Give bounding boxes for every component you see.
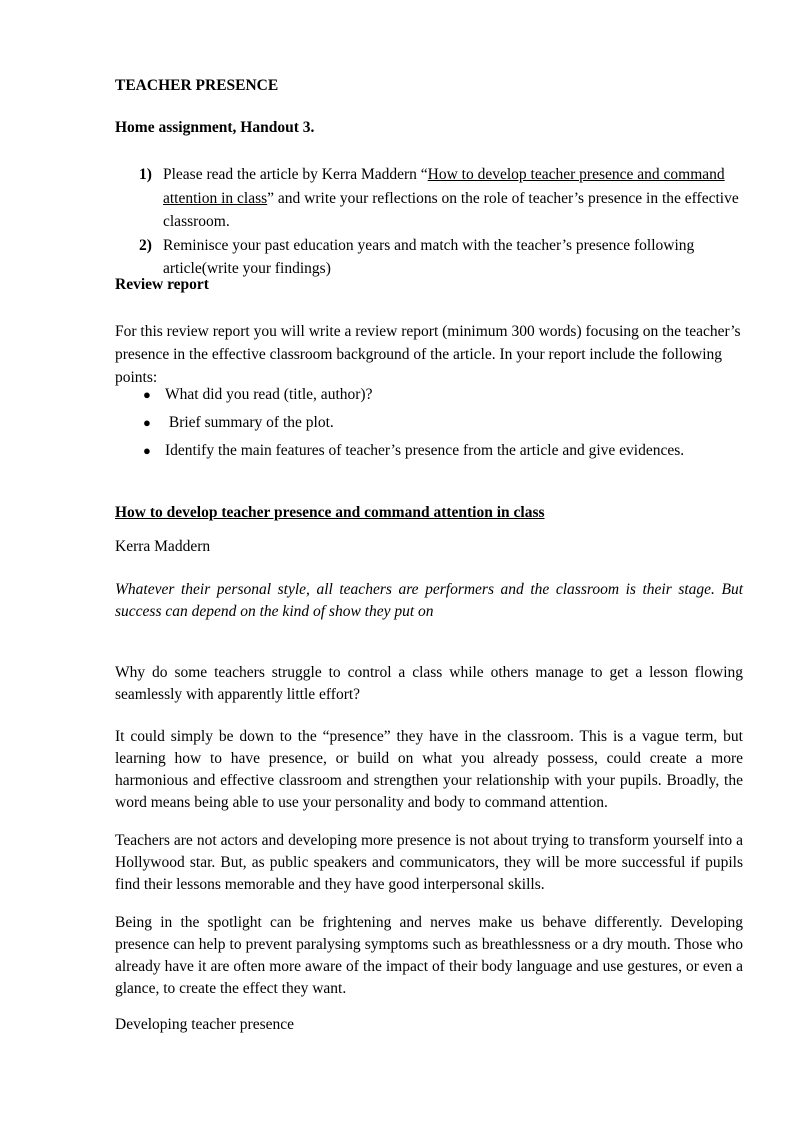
article-paragraph: Being in the spotlight can be frightening and nerves make us behave differently. Developing presence can help to prevent paralysing symptoms such as breathlessness or a dry mouth. Those who already have it are often more aware of the impact of their body language and use gestures, or even a glance, to create the effect they want.	[115, 914, 743, 997]
review-point	[115, 440, 745, 468]
task-text: Reminisce your past education years and match with the teacher’s presence following article(write your findings)	[163, 236, 695, 277]
review-point	[115, 384, 745, 412]
article-author: Kerra Maddern	[115, 538, 211, 555]
task-text-pre: Please read the article by Kerra Maddern “	[163, 166, 428, 183]
review-point-text: Brief summary of the plot.	[165, 414, 334, 431]
review-point-text: Identify the main features of teacher’s presence from the article and give evidences.	[165, 442, 685, 459]
task-number: 2)	[139, 236, 152, 254]
assignment-subtitle: Home assignment, Handout 3.	[115, 119, 315, 136]
review-point-text: What did you read (title, author)?	[165, 386, 373, 403]
task-text-post: ” and write your reflections on the role of teacher’s presence in the effective classroom.	[163, 189, 739, 230]
article-title: How to develop teacher presence and command attention in class	[115, 504, 545, 521]
task-number: 1)	[139, 166, 152, 183]
review-points-list	[115, 384, 745, 468]
bullet-icon: ●	[143, 415, 151, 430]
section-heading: Developing teacher presence	[115, 1016, 295, 1033]
article-paragraph: Teachers are not actors and developing more presence is not about trying to transform yourself into a Hollywood star. But, as public speakers and communicators, they will be more successful if pupils find their lessons memorable and they have good interpersonal skills.	[115, 832, 743, 893]
task-list	[115, 163, 745, 281]
review-point	[115, 412, 745, 440]
article-link[interactable]: How to develop teacher presence and command attention in class	[163, 166, 725, 207]
article-standfirst: Whatever their personal style, all teachers are performers and the classroom is their stage. But success can depend on the kind of show they put on	[115, 581, 743, 620]
review-intro: For this review report you will write a review report (minimum 300 words) focusing on the teacher’s presence in the effective classroom background of the article. In your report include the following points:	[115, 323, 741, 386]
task-item-1	[115, 163, 745, 234]
article-paragraph: It could simply be down to the “presence” they have in the classroom. This is a vague term, but learning how to have presence, or build on what you already possess, could create a more harmonious and effective classroom and strengthen your relationship with your pupils. Broadly, the word means being able to use your personality and body to command attention.	[115, 728, 743, 811]
bullet-icon: ●	[143, 387, 151, 402]
document-title: TEACHER PRESENCE	[115, 77, 279, 94]
review-heading: Review report	[115, 276, 209, 293]
task-item-2	[115, 234, 745, 281]
article-paragraph: Why do some teachers struggle to control a class while others manage to get a lesson flowing seamlessly with apparently little effort?	[115, 664, 743, 703]
bullet-icon: ●	[143, 443, 151, 458]
